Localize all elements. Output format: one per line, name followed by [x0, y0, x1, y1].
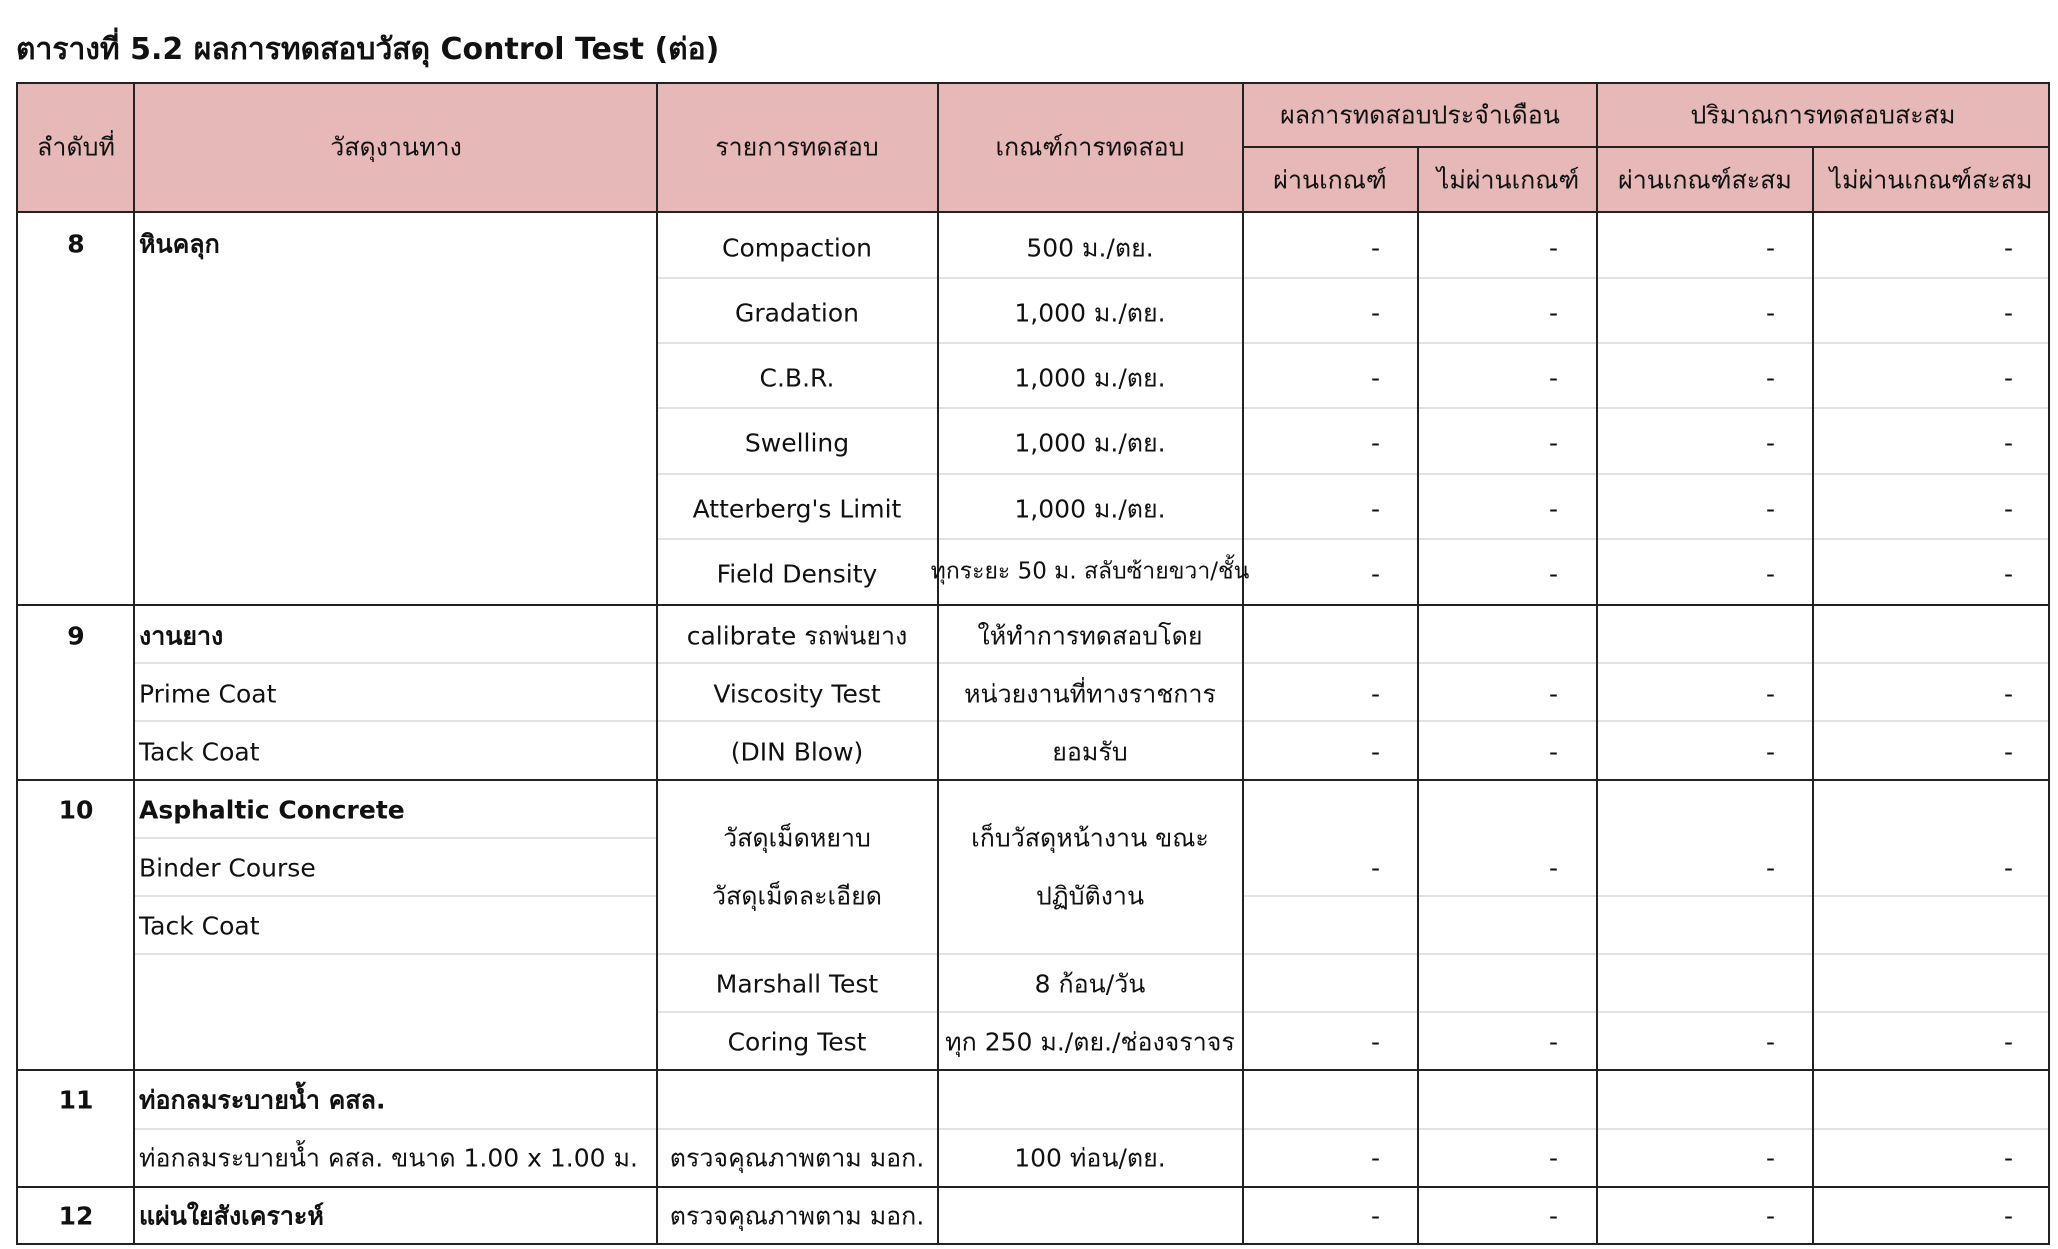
row-8-criteria-4: 1,000 ม./ตย.: [1014, 428, 1166, 458]
result-dash-fail-cumulative: -: [2003, 1143, 2013, 1173]
row-8-material: หินคลุก: [139, 229, 220, 259]
result-dash-pass-cumulative: -: [1765, 1143, 1775, 1173]
result-dash-pass-cumulative: -: [1765, 233, 1775, 263]
row-8-test-2: Gradation: [734, 298, 860, 328]
row-10-test-2: วัสดุเม็ดละเอียด: [712, 881, 882, 911]
result-dash-fail-cumulative: -: [2003, 494, 2013, 524]
result-dash-pass: -: [1370, 298, 1380, 328]
result-dash-pass-cumulative: -: [1765, 559, 1775, 589]
row-10-material-3: Tack Coat: [139, 911, 260, 941]
result-dash-pass-cumulative: -: [1765, 494, 1775, 524]
row-10-criteria-3: 8 ก้อน/วัน: [1034, 969, 1146, 999]
row-8-test-4: Swelling: [744, 428, 850, 458]
row-9-material-1: งานยาง: [139, 621, 224, 651]
row-8-test-3: C.B.R.: [759, 363, 835, 393]
header-cumulative: ปริมาณการทดสอบสะสม: [1690, 100, 1956, 130]
result-dash-pass: -: [1370, 1201, 1380, 1231]
result-dash-fail: -: [1548, 363, 1558, 393]
result-dash-fail: -: [1548, 737, 1558, 767]
result-dash-pass-cumulative: -: [1765, 737, 1775, 767]
result-dash-pass: -: [1370, 853, 1380, 883]
result-dash-fail: -: [1548, 1201, 1558, 1231]
result-dash-fail: -: [1548, 679, 1558, 709]
row-8-criteria-5: 1,000 ม./ตย.: [1014, 494, 1166, 524]
row-8-criteria-3: 1,000 ม./ตย.: [1014, 363, 1166, 393]
result-dash-fail-cumulative: -: [2003, 853, 2013, 883]
row-11-material-2: ท่อกลมระบายน้ำ คสล. ขนาด 1.00 x 1.00 ม.: [139, 1143, 638, 1173]
header-criteria: เกณฑ์การทดสอบ: [995, 132, 1185, 162]
result-dash-fail: -: [1548, 853, 1558, 883]
result-dash-pass-cumulative: -: [1765, 428, 1775, 458]
result-dash-pass: -: [1370, 737, 1380, 767]
result-dash-fail-cumulative: -: [2003, 1027, 2013, 1057]
result-dash-fail-cumulative: -: [2003, 1201, 2013, 1231]
result-dash-fail-cumulative: -: [2003, 428, 2013, 458]
row-10-test-3: Marshall Test: [715, 969, 879, 999]
header-pass: ผ่านเกณฑ์: [1273, 165, 1387, 195]
result-dash-pass: -: [1370, 233, 1380, 263]
table-title: ตารางที่ 5.2 ผลการทดสอบวัสดุ Control Test (ต่อ): [16, 32, 720, 67]
row-8-test-5: Atterberg's Limit: [692, 494, 902, 524]
row-9-test-2: Viscosity Test: [713, 679, 881, 709]
row-9-number: 9: [67, 621, 85, 651]
row-10-material-2: Binder Course: [139, 853, 316, 883]
result-dash-pass-cumulative: -: [1765, 853, 1775, 883]
row-12-number: 12: [58, 1201, 94, 1231]
row-11-test: ตรวจคุณภาพตาม มอก.: [669, 1143, 925, 1173]
row-8-criteria-1: 500 ม./ตย.: [1026, 233, 1154, 263]
row-9-material-2: Prime Coat: [139, 679, 277, 709]
result-dash-pass: -: [1370, 494, 1380, 524]
header-monthly-results: ผลการทดสอบประจำเดือน: [1280, 100, 1560, 130]
result-dash-pass: -: [1370, 1143, 1380, 1173]
header-test-item: รายการทดสอบ: [715, 132, 879, 162]
result-dash-pass-cumulative: -: [1765, 298, 1775, 328]
result-dash-fail-cumulative: -: [2003, 737, 2013, 767]
row-10-criteria-4: ทุก 250 ม./ตย./ช่องจราจร: [945, 1027, 1235, 1057]
row-8-number: 8: [67, 229, 85, 259]
row-11-number: 11: [58, 1085, 94, 1115]
row-10-material-1: Asphaltic Concrete: [139, 795, 405, 825]
result-dash-fail-cumulative: -: [2003, 679, 2013, 709]
result-dash-pass: -: [1370, 559, 1380, 589]
header-order-no: ลำดับที่: [37, 132, 115, 162]
row-11-material-1: ท่อกลมระบายน้ำ คสล.: [139, 1085, 386, 1115]
row-8-test-6: Field Density: [716, 559, 878, 589]
row-9-test-1: calibrate รถพ่นยาง: [686, 621, 908, 651]
result-dash-fail-cumulative: -: [2003, 233, 2013, 263]
result-dash-pass-cumulative: -: [1765, 1027, 1775, 1057]
result-dash-pass: -: [1370, 428, 1380, 458]
row-12-test: ตรวจคุณภาพตาม มอก.: [669, 1201, 925, 1231]
result-dash-fail: -: [1548, 1143, 1558, 1173]
row-9-criteria-1: ให้ทำการทดสอบโดย: [977, 621, 1203, 651]
header-fail: ไม่ผ่านเกณฑ์: [1436, 165, 1580, 195]
row-9-criteria-2: หน่วยงานที่ทางราชการ: [964, 679, 1216, 709]
result-dash-fail: -: [1548, 1027, 1558, 1057]
result-dash-fail-cumulative: -: [2003, 363, 2013, 393]
result-dash-fail-cumulative: -: [2003, 298, 2013, 328]
row-8-criteria-2: 1,000 ม./ตย.: [1014, 298, 1166, 328]
result-dash-pass: -: [1370, 363, 1380, 393]
row-10-number: 10: [58, 795, 94, 825]
result-dash-pass: -: [1370, 679, 1380, 709]
row-11-criteria: 100 ท่อน/ตย.: [1014, 1143, 1166, 1173]
result-dash-fail: -: [1548, 559, 1558, 589]
row-10-criteria-1: เก็บวัสดุหน้างาน ขณะ: [971, 823, 1209, 853]
header-material: วัสดุงานทาง: [330, 132, 462, 162]
result-dash-fail: -: [1548, 428, 1558, 458]
result-dash-fail: -: [1548, 233, 1558, 263]
result-dash-pass-cumulative: -: [1765, 679, 1775, 709]
row-8-criteria-6: ทุกระยะ 50 ม. สลับซ้ายขวา/ชั้น: [930, 558, 1250, 585]
row-10-test-4: Coring Test: [727, 1027, 867, 1057]
result-dash-fail: -: [1548, 298, 1558, 328]
result-dash-fail-cumulative: -: [2003, 559, 2013, 589]
result-dash-pass: -: [1370, 1027, 1380, 1057]
header-pass-cumulative: ผ่านเกณฑ์สะสม: [1618, 165, 1792, 195]
row-12-material: แผ่นใยสังเคราะห์: [139, 1201, 324, 1231]
result-dash-fail: -: [1548, 494, 1558, 524]
row-9-test-3: (DIN Blow): [730, 737, 864, 767]
header-fail-cumulative: ไม่ผ่านเกณฑ์สะสม: [1829, 165, 2033, 195]
row-9-criteria-3: ยอมรับ: [1052, 737, 1128, 767]
result-dash-pass-cumulative: -: [1765, 1201, 1775, 1231]
row-9-material-3: Tack Coat: [139, 737, 260, 767]
result-dash-pass-cumulative: -: [1765, 363, 1775, 393]
row-8-test-1: Compaction: [722, 233, 872, 263]
row-10-test-1: วัสดุเม็ดหยาบ: [723, 823, 871, 853]
row-10-criteria-2: ปฏิบัติงาน: [1035, 881, 1145, 911]
